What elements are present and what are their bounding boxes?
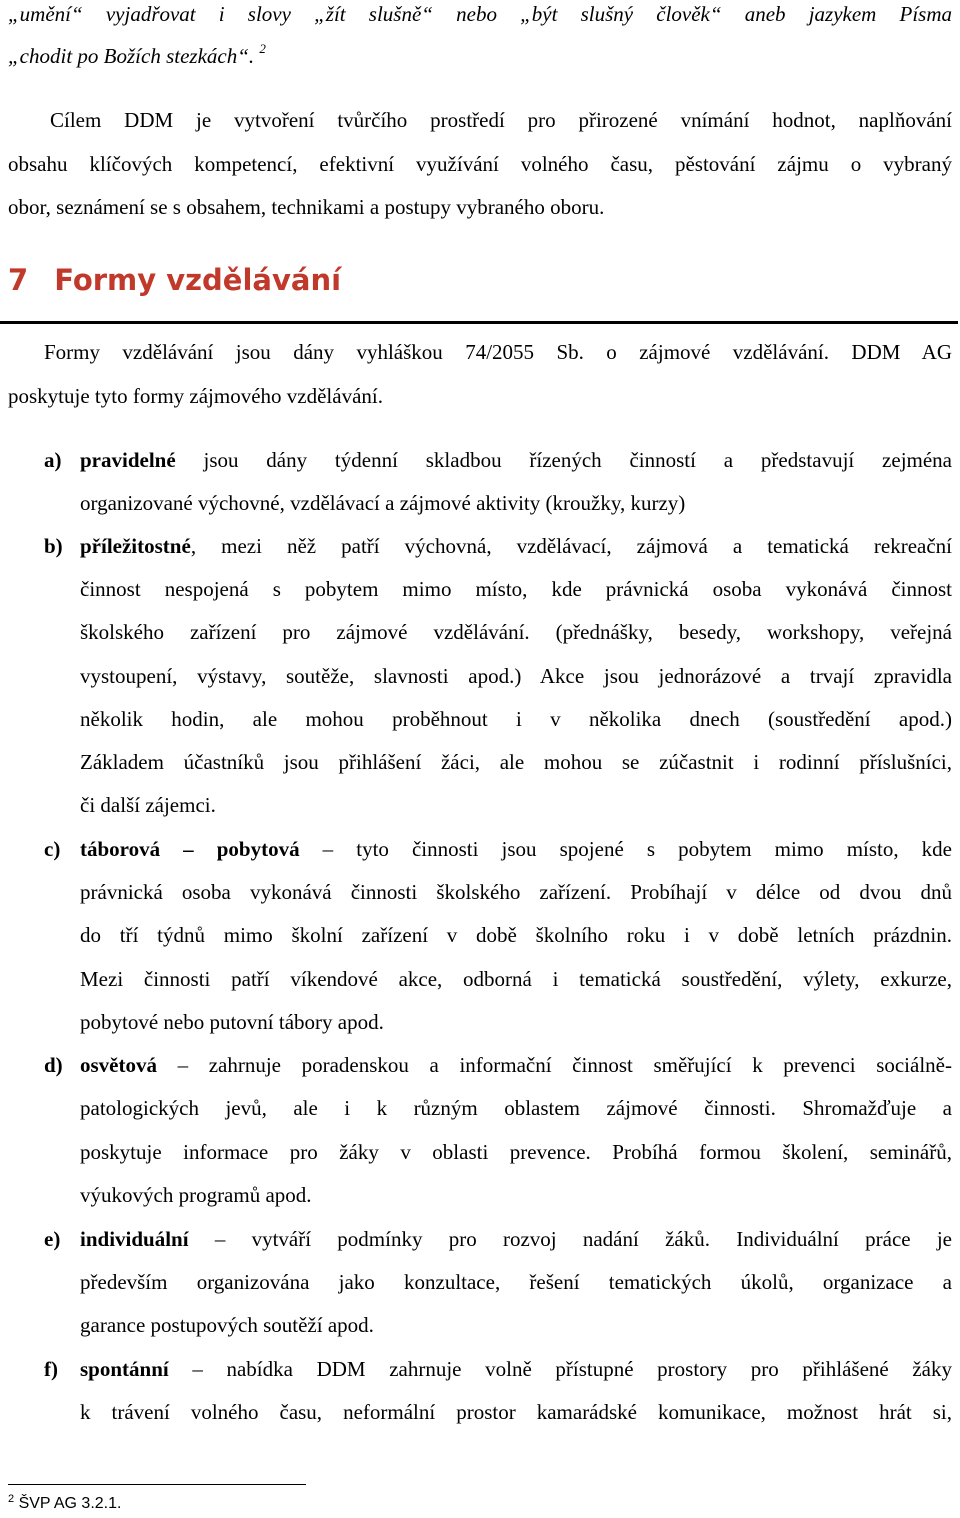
list-item-a-term: pravidelné bbox=[80, 448, 176, 472]
list-item-d-line-4: výukových programů apod. bbox=[80, 1183, 312, 1207]
quote-line-2-text: „chodit po Božích stezkách“. bbox=[8, 44, 255, 68]
list-item-c-line-3: do tří týdnů mimo školní zařízení v době školního roku i v době letních prázdnin. bbox=[80, 923, 952, 947]
list-item-f-line-1 bbox=[80, 1355, 952, 1383]
list-item-e-line-3: garance postupových soutěží apod. bbox=[80, 1313, 374, 1337]
list-item-d-line-3: poskytuje informace pro žáky v oblasti prevence. Probíhá formou školení, seminářů, bbox=[80, 1140, 952, 1164]
section-intro-line-1: Formy vzdělávání jsou dány vyhláškou 74/2055 Sb. o zájmové vzdělávání. DDM AG bbox=[44, 340, 952, 364]
intro-line-2: obsahu klíčových kompetencí, efektivní využívání volného času, pěstování zájmu o vybraný bbox=[8, 152, 952, 176]
list-item-e-line-2: především organizována jako konzultace, řešení tematických úkolů, organizace a bbox=[80, 1270, 952, 1294]
list-item-b-line-1 bbox=[80, 532, 952, 560]
list-marker-d: d) bbox=[44, 1053, 63, 1077]
list-item-b-line-2: činnost nespojená s pobytem mimo místo, kde právnická osoba vykonává činnost bbox=[80, 577, 952, 601]
list-item-b-line-6: Základem účastníků jsou přihlášení žáci, ale mohou se zúčastnit i rodinní příslušníci, bbox=[80, 750, 952, 774]
list-item-f-term: spontánní bbox=[80, 1357, 169, 1381]
intro-line-1: Cílem DDM je vytvoření tvůrčího prostředí pro přirozené vnímání hodnot, naplňování bbox=[50, 108, 952, 132]
list-item-b-term: příležitostné bbox=[80, 534, 191, 558]
list-marker-f: f) bbox=[44, 1357, 58, 1381]
list-item-d-line-1 bbox=[80, 1051, 952, 1079]
list-item-b-line-4: vystoupení, výstavy, soutěže, slavnosti apod.) Akce jsou jednorázové a trvají zpravidla bbox=[80, 664, 952, 688]
section-heading bbox=[8, 262, 341, 298]
list-marker-c: c) bbox=[44, 837, 61, 861]
list-marker-a: a) bbox=[44, 448, 62, 472]
list-item-c-line-1 bbox=[80, 835, 952, 863]
list-item-d-term: osvětová bbox=[80, 1053, 157, 1077]
list-item-e-term: individuální bbox=[80, 1227, 189, 1251]
quote-line-2 bbox=[8, 42, 266, 70]
heading-rule bbox=[0, 321, 958, 324]
list-item-c-line-5: pobytové nebo putovní tábory apod. bbox=[80, 1010, 384, 1034]
list-item-b-line-7: či další zájemci. bbox=[80, 793, 216, 817]
list-item-b-line-3: školského zařízení pro zájmové vzdělávání. (přednášky, besedy, workshopy, veřejná bbox=[80, 620, 952, 644]
section-title: Formy vzdělávání bbox=[54, 263, 342, 297]
footnote-text: ŠVP AG 3.2.1. bbox=[18, 1495, 122, 1512]
footnote bbox=[8, 1494, 121, 1514]
footnote-number: 2 bbox=[8, 1493, 15, 1505]
list-item-e-line-1 bbox=[80, 1225, 952, 1253]
list-item-d-line-2: patologických jevů, ale i k různým oblastem zájmové činnosti. Shromažďuje a bbox=[80, 1096, 952, 1120]
list-item-c-term: táborová – pobytová bbox=[80, 837, 300, 861]
list-marker-b: b) bbox=[44, 534, 63, 558]
list-item-c-line-2: právnická osoba vykonává činnosti školského zařízení. Probíhají v délce od dvou dnů bbox=[80, 880, 952, 904]
list-item-b-line-5: několik hodin, ale mohou proběhnout i v několika dnech (soustředění apod.) bbox=[80, 707, 952, 731]
list-item-d-rest: – zahrnuje poradenskou a informační činnost směřující k prevenci sociálně- bbox=[157, 1053, 952, 1077]
list-marker-e: e) bbox=[44, 1227, 61, 1251]
section-number: 7 bbox=[8, 263, 29, 297]
footnote-reference: 2 bbox=[259, 41, 266, 56]
list-item-e-rest: – vytváří podmínky pro rozvoj nadání žáků. Individuální práce je bbox=[188, 1227, 952, 1251]
list-item-c-rest: – tyto činnosti jsou spojené s pobytem mimo místo, kde bbox=[299, 837, 953, 861]
section-intro-line-2: poskytuje tyto formy zájmového vzdělávání. bbox=[8, 384, 383, 408]
list-item-a-line-1 bbox=[80, 446, 952, 474]
footnote-separator bbox=[8, 1484, 306, 1485]
list-item-b-rest: , mezi něž patří výchovná, vzdělávací, zájmová a tematická rekreační bbox=[190, 534, 952, 558]
intro-line-3: obor, seznámení se s obsahem, technikami a postupy vybraného oboru. bbox=[8, 195, 605, 219]
list-item-a-line-2: organizované výchovné, vzdělávací a zájmové aktivity (kroužky, kurzy) bbox=[80, 491, 686, 515]
list-item-f-line-2: k trávení volného času, neformální prostor kamarádské komunikace, možnost hrát si, bbox=[80, 1400, 952, 1424]
list-item-c-line-4: Mezi činnosti patří víkendové akce, odborná i tematická soustředění, výlety, exkurze, bbox=[80, 967, 952, 991]
list-item-a-rest: jsou dány týdenní skladbou řízených činností a představují zejména bbox=[175, 448, 952, 472]
list-item-f-rest: – nabídka DDM zahrnuje volně přístupné prostory pro přihlášené žáky bbox=[168, 1357, 952, 1381]
quote-line-1: „umění“ vyjadřovat i slovy „žít slušně“ nebo „být slušný člověk“ aneb jazykem Písma bbox=[8, 2, 952, 26]
